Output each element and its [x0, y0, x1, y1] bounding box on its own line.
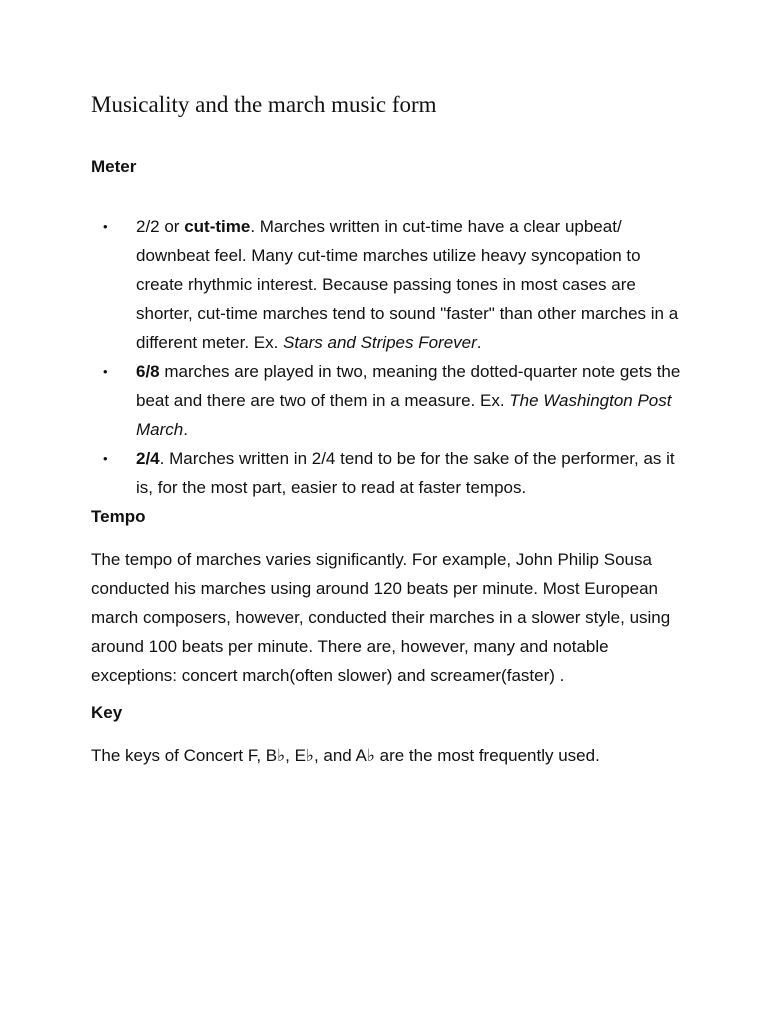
bullet-icon: • [103, 219, 108, 234]
key-heading: Key [91, 703, 123, 722]
meter-heading: Meter [91, 157, 137, 176]
bullet-icon: • [103, 364, 108, 379]
item-lead: 2/2 or [136, 217, 185, 236]
item-text: marches are played in two, meaning the dotted-quarter note gets the beat and there are two of them in a measure. Ex. [136, 362, 681, 410]
item-tail: . [183, 420, 188, 439]
list-item [91, 212, 691, 357]
item-text: . Marches written in cut-time have a clear upbeat/ downbeat feel. Many cut-time marches utilize heavy syncopation to create rhythmic interest. Because passing tones in most cases are shorter, cut-time marches tend to sound "faster" than other marches in a different meter. Ex. [136, 217, 679, 352]
key-paragraph: The keys of Concert F, B♭, E♭, and A♭ are the most frequently used. [91, 746, 600, 765]
document-title: Musicality and the march music form [91, 92, 437, 117]
item-bold: 2/4 [136, 449, 160, 468]
item-tail: . [476, 333, 482, 352]
item-bold: 6/8 [136, 362, 160, 381]
meter-list [91, 212, 691, 502]
tempo-paragraph: The tempo of marches varies significantly. For example, John Philip Sousa conducted his marches using around 120 beats per minute. Most European march composers, however, conducted their marches in a slower style, using around 100 beats per minute. There are, however, many and notable exceptions: concert march(often slower) and screamer(faster) . [91, 550, 671, 685]
bullet-icon: • [103, 451, 108, 466]
tempo-heading: Tempo [91, 507, 146, 526]
item-bold: cut-time [184, 217, 251, 236]
list-item [91, 444, 691, 502]
item-italic: The Washington Post March [136, 391, 672, 439]
item-italic: Stars and Stripes Forever [283, 333, 477, 352]
item-text: . Marches written in 2/4 tend to be for the sake of the performer, as it is, for the most part, easier to read at faster tempos. [136, 449, 675, 497]
list-item [91, 357, 691, 444]
